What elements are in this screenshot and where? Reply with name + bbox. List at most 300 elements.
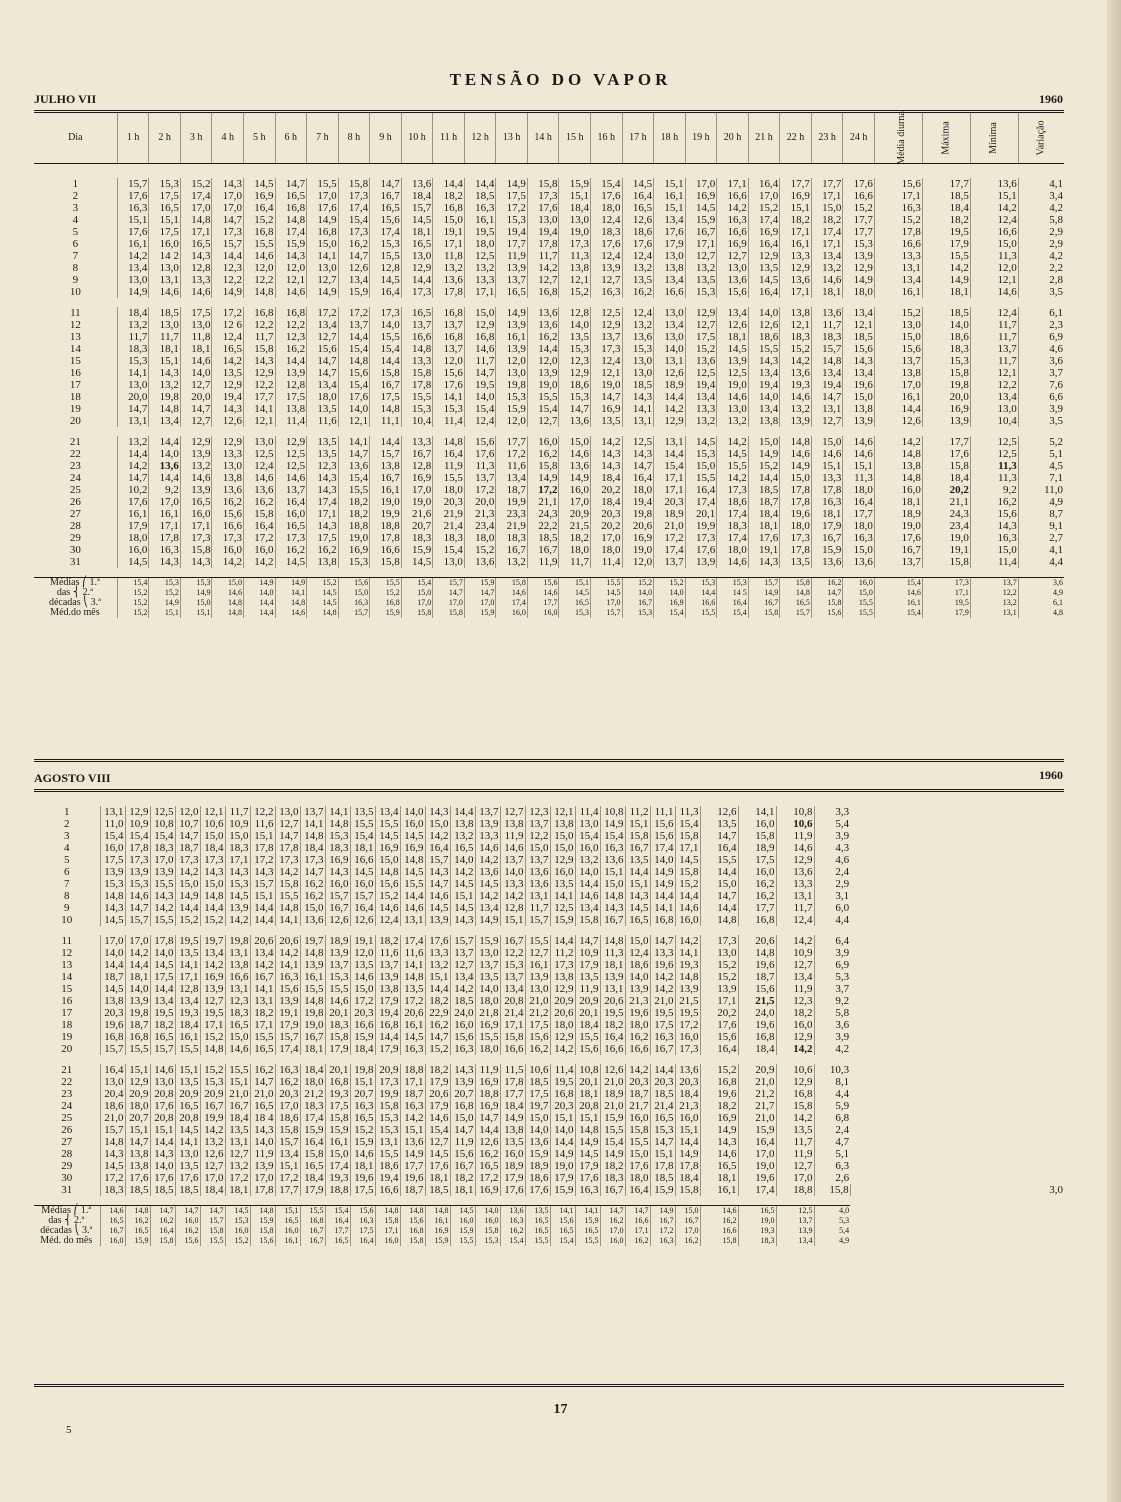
value-cell: 17,7 [922,178,970,190]
value-cell: 13,4 [843,367,875,379]
value-cell: 13,0 [575,818,600,830]
value-cell: 19,9 [375,1088,400,1100]
value-cell: 13,0 [525,983,550,995]
value-cell: 15,1 [780,202,812,214]
value-cell: 14,5 [401,214,433,226]
value-cell: 16,6 [350,854,375,866]
table-row [34,520,1064,532]
value-cell: 16,7 [250,971,275,983]
value-cell: 15,2 [200,1031,225,1043]
value-cell: 17,7 [780,178,812,190]
value-cell: 12,7 [450,959,475,971]
value-cell: 16,8 [650,914,675,926]
value-cell: 21,0 [250,1088,275,1100]
value-cell: 17,5 [685,331,717,343]
value-cell: 13,7 [654,556,686,568]
value-cell: 16,4 [600,1031,625,1043]
value-cell: 14,2 [500,890,525,902]
value-cell: 9,2 [814,995,850,1007]
value-cell: 12,4 [464,415,496,427]
value-cell: 10,9 [776,947,814,959]
value-cell: 18,4 [559,202,591,214]
value-cell: 15,6 [370,214,402,226]
value-cell: 13,0 [212,460,244,472]
value-cell: 16,1 [874,391,922,403]
value-cell: 15,1 [350,1076,375,1088]
value-cell: 3,0 [850,1184,1064,1196]
page-number: 17 [553,1402,568,1417]
value-cell: 17,0 [591,532,623,544]
value-cell: 21,0 [738,1112,776,1124]
value-cell: 20,9 [200,1088,225,1100]
value-cell: 15,0 [433,214,465,226]
table-row [34,556,1064,568]
year-label-july: 1960 [1039,92,1063,106]
header-hour: 11 h [433,113,465,164]
value-cell: 14,8 [300,995,325,1007]
value-cell: 18,4 [675,1172,700,1184]
means-cell: 15,9 [464,578,496,589]
value-cell: 13,1 [225,947,250,959]
value-cell: 14,8 [874,448,922,460]
value-cell: 18,4 [922,202,970,214]
value-cell: 19,1 [275,1007,300,1019]
value-cell: 17,9 [300,1184,325,1196]
value-cell: 12,9 [212,379,244,391]
means-cell: 5,3 [814,1216,850,1226]
value-cell: 22,2 [527,520,559,532]
day-cell: 31 [69,555,81,568]
value-cell: 13,5 [212,367,244,379]
value-cell: 16,0 [776,1019,814,1031]
value-cell: 16,6 [654,286,686,298]
value-cell: 14,9 [500,1112,525,1124]
value-cell: 14,0 [125,983,150,995]
value-cell: 14,6 [275,286,307,298]
value-cell: 13,5 [685,274,717,286]
value-cell: 17,6 [700,1019,738,1031]
value-cell: 17,1 [464,286,496,298]
value-cell: 18,1 [300,1043,325,1055]
value-cell: 16,4 [738,1136,776,1148]
value-cell: 20,1 [575,1076,600,1088]
value-cell: 13,7 [433,343,465,355]
value-cell: 16,9 [325,854,350,866]
value-cell: 14,3 [625,890,650,902]
value-cell: 14,6 [811,274,843,286]
value-cell: 13,8 [370,460,402,472]
value-cell: 18,0 [433,484,465,496]
value-cell: 17,9 [550,1172,575,1184]
value-cell: 15,0 [625,1148,650,1160]
value-cell: 18,4 [401,190,433,202]
value-cell: 13,4 [475,902,500,914]
value-cell: 18,9 [738,842,776,854]
value-cell: 13,2 [450,830,475,842]
value-cell: 20,6 [622,520,654,532]
value-cell: 14,8 [100,890,125,902]
header-hour: 16 h [591,113,623,164]
value-cell: 14,7 [212,214,244,226]
value-cell: 14,2 [250,959,275,971]
value-cell: 12,0 [622,556,654,568]
value-cell: 12,8 [500,902,525,914]
value-cell: 14,8 [300,947,325,959]
value-cell: 16,5 [496,286,528,298]
value-cell: 15,3 [149,178,181,190]
value-cell: 14,5 [100,1160,125,1172]
value-cell: 15,0 [375,854,400,866]
value-cell: 13,3 [401,355,433,367]
value-cell: 13,1 [654,436,686,448]
value-cell: 17,8 [811,484,843,496]
value-cell: 15,8 [922,367,970,379]
value-cell: 13,4 [654,319,686,331]
value-cell: 15,7 [125,914,150,926]
value-cell: 18,3 [325,1019,350,1031]
value-cell: 17,5 [650,1019,675,1031]
value-cell: 13,0 [275,806,300,818]
day-cell: 22 [61,1075,73,1088]
value-cell: 17,3 [370,307,402,319]
value-cell: 14,2 [650,971,675,983]
value-cell: 3,6 [1018,355,1064,367]
value-cell: 19,4 [375,1172,400,1184]
value-cell: 18,3 [300,1100,325,1112]
value-cell: 14,3 [225,866,250,878]
means-cell: 15,3 [475,1236,500,1246]
means-cell: 17,7 [325,1226,350,1236]
value-cell: 17,5 [307,532,339,544]
value-cell: 13,5 [475,971,500,983]
means-cell: 15,6 [338,578,370,589]
value-cell: 17,8 [675,1160,700,1172]
value-cell: 14,7 [700,890,738,902]
value-cell: 14,4 [370,355,402,367]
value-cell: 12,0 [243,262,275,274]
value-cell: 16,8 [275,202,307,214]
value-cell: 16,0 [675,1112,700,1124]
header-day: Dia [34,113,117,164]
value-cell: 15,3 [338,556,370,568]
value-cell: 16,5 [275,190,307,202]
value-cell: 19,6 [738,1172,776,1184]
value-cell: 15,5 [375,1148,400,1160]
value-cell: 16,6 [500,1043,525,1055]
value-cell: 13,8 [450,818,475,830]
value-cell: 13,3 [464,274,496,286]
value-cell: 12,6 [350,914,375,926]
header-hour: 12 h [464,113,496,164]
means-cell: 15,7 [433,578,465,589]
header-hour: 22 h [780,113,812,164]
value-cell: 18,6 [559,379,591,391]
value-cell: 14,3 [275,250,307,262]
value-cell: 17,0 [100,935,125,947]
value-cell: 20,9 [125,1088,150,1100]
value-cell: 17,3 [212,532,244,544]
value-cell: 17,2 [496,202,528,214]
value-cell: 15,2 [748,202,780,214]
value-cell: 14,0 [550,1124,575,1136]
value-cell: 18,3 [496,532,528,544]
value-cell: 13,6 [970,178,1018,190]
value-cell: 17,1 [874,190,922,202]
means-cell: 15,8 [375,1216,400,1226]
value-cell: 13,6 [400,1136,425,1148]
value-cell: 14,9 [307,214,339,226]
value-cell: 20,6 [250,935,275,947]
means-cell: 13,2 [970,598,1018,608]
day-cell: 28 [61,1147,73,1160]
value-cell: 13,4 [776,971,814,983]
means-cell: 15,2 [117,588,149,598]
value-cell: 17,0 [200,1172,225,1184]
value-cell: 18,2 [600,1019,625,1031]
value-cell: 15,4 [338,343,370,355]
value-cell: 16,5 [150,1031,175,1043]
means-cell: 15,8 [150,1236,175,1246]
value-cell: 17,1 [780,286,812,298]
value-cell: 12,9 [401,262,433,274]
value-cell: 4,4 [814,914,850,926]
value-cell: 13,6 [527,319,559,331]
means-cell: 14,0 [622,588,654,598]
value-cell: 15,6 [307,343,339,355]
value-cell: 18,3 [922,343,970,355]
means-cell: 16,5 [525,1226,550,1236]
value-cell: 14,6 [717,556,749,568]
value-cell: 18,4 [591,496,623,508]
value-cell: 15,1 [175,1064,200,1076]
value-cell: 17,9 [425,1100,450,1112]
table-row [34,544,1064,556]
value-cell: 15,0 [464,307,496,319]
value-cell: 16,2 [250,1064,275,1076]
value-cell: 18,2 [559,532,591,544]
value-cell: 12,4 [243,460,275,472]
value-cell: 17,2 [100,1172,125,1184]
value-cell: 12,7 [776,959,814,971]
value-cell: 18,2 [338,508,370,520]
value-cell: 16,7 [225,1100,250,1112]
value-cell: 20,7 [125,1112,150,1124]
value-cell: 15,0 [350,983,375,995]
value-cell: 14,5 [275,556,307,568]
value-cell: 17,3 [125,854,150,866]
means-cell: 14,8 [780,588,812,598]
value-cell: 15,0 [811,202,843,214]
value-cell: 17,8 [780,544,812,556]
value-cell: 18,5 [622,379,654,391]
value-cell: 18,1 [450,1184,475,1196]
value-cell: 18,5 [525,1076,550,1088]
value-cell: 11,3 [559,250,591,262]
value-cell: 18,4 [200,842,225,854]
value-cell: 18,1 [874,496,922,508]
value-cell: 16,8 [243,226,275,238]
value-cell: 18,4 [575,1019,600,1031]
value-cell: 18,3 [225,842,250,854]
value-cell: 15,3 [325,830,350,842]
value-cell: 20,1 [325,1007,350,1019]
value-cell: 24,0 [738,1007,776,1019]
value-cell: 13,9 [717,355,749,367]
table-row [34,971,1064,983]
table-row [34,935,1064,947]
value-cell: 14,3 [450,1064,475,1076]
value-cell: 15,5 [175,1043,200,1055]
day-cell: 8 [72,261,79,274]
value-cell: 2,9 [814,878,850,890]
value-cell: 14,4 [675,890,700,902]
value-cell: 14,4 [700,866,738,878]
value-cell: 17,4 [748,214,780,226]
means-label: décadas ⎝ 3.ª [48,597,101,608]
value-cell: 12,0 [275,262,307,274]
value-cell: 16,2 [475,1148,500,1160]
means-cell: 16,6 [625,1216,650,1226]
means-cell: 16,5 [125,1226,150,1236]
value-cell: 14,3 [307,484,339,496]
value-cell: 13,5 [780,556,812,568]
value-cell: 15,0 [843,544,875,556]
means-cell: 14,5 [450,1206,475,1217]
value-cell: 16,9 [200,971,225,983]
value-cell: 14,5 [375,830,400,842]
value-cell: 19,0 [717,379,749,391]
value-cell: 19,4 [748,379,780,391]
value-cell: 19,1 [350,935,375,947]
value-cell: 14,5 [225,890,250,902]
value-cell: 11,0 [1018,484,1064,496]
value-cell: 17,1 [400,1076,425,1088]
value-cell: 13,8 [212,472,244,484]
value-cell: 13,3 [811,472,843,484]
means-cell: 16,4 [150,1226,175,1236]
value-cell: 13,4 [748,403,780,415]
value-cell: 12,4 [776,914,814,926]
value-cell: 14,5 [625,902,650,914]
value-cell: 13,0 [475,947,500,959]
table-row [34,1019,1064,1031]
value-cell: 12,7 [180,415,212,427]
value-cell: 18,2 [700,1100,738,1112]
value-cell: 11,3 [970,250,1018,262]
value-cell: 5,1 [1018,448,1064,460]
value-cell: 14,3 [591,460,623,472]
value-cell: 16,6 [370,544,402,556]
value-cell: 14,8 [275,214,307,226]
value-cell: 15,1 [625,818,650,830]
value-cell: 16,1 [780,238,812,250]
value-cell: 13,8 [275,403,307,415]
value-cell: 16,4 [748,178,780,190]
value-cell: 13,8 [375,983,400,995]
table-row [34,1064,1064,1076]
value-cell: 13,1 [874,262,922,274]
table-row [34,190,1064,202]
value-cell: 17,1 [654,472,686,484]
value-cell: 11,7 [527,250,559,262]
value-cell: 21,1 [527,496,559,508]
value-cell: 21,1 [922,496,970,508]
value-cell: 11,6 [400,947,425,959]
value-cell: 14,4 [475,1124,500,1136]
day-cell: 4 [72,213,79,226]
value-cell: 14,6 [811,448,843,460]
value-cell: 15,4 [338,214,370,226]
value-cell: 12,7 [527,274,559,286]
value-cell: 15,5 [700,854,738,866]
value-cell: 13,5 [622,274,654,286]
value-cell: 13,4 [970,391,1018,403]
value-cell: 20,0 [922,391,970,403]
value-cell: 18,4 [922,472,970,484]
value-cell: 14,6 [180,472,212,484]
value-cell: 12,6 [325,914,350,926]
value-cell: 16,9 [475,1100,500,1112]
value-cell: 15,5 [600,1124,625,1136]
means-cell: 14,9 [275,578,307,589]
value-cell: 14,5 [425,902,450,914]
value-cell: 16,8 [307,226,339,238]
means-cell: 15,9 [425,1236,450,1246]
value-cell: 14,7 [307,355,339,367]
value-cell: 17,3 [700,935,738,947]
means-cell: 16,0 [275,1226,300,1236]
value-cell: 14,0 [338,403,370,415]
means-cell: 17,7 [527,598,559,608]
day-cell: 5 [64,853,70,866]
value-cell: 19,6 [100,1019,125,1031]
means-cell: 15,5 [200,1236,225,1246]
value-cell: 15,6 [738,983,776,995]
value-cell: 18,1 [922,286,970,298]
means-cell: 4,8 [1018,608,1064,618]
means-cell: 16,2 [150,1216,175,1226]
value-cell: 20,8 [500,995,525,1007]
value-cell: 19,6 [738,1019,776,1031]
value-cell: 14,6 [225,1043,250,1055]
value-cell: 17,0 [150,854,175,866]
value-cell: 15,3 [401,403,433,415]
value-cell: 15,5 [150,878,175,890]
value-cell: 15,0 [525,842,550,854]
value-cell: 17,6 [591,190,623,202]
means-row [34,1206,1064,1217]
value-cell: 17,6 [433,379,465,391]
value-cell: 3,7 [1018,367,1064,379]
value-cell: 15,8 [300,1148,325,1160]
means-cell: 14,8 [212,608,244,618]
means-cell: 15,5 [575,1236,600,1246]
value-cell: 14,2 [650,983,675,995]
value-cell: 15,8 [922,460,970,472]
value-cell: 11,9 [776,983,814,995]
value-cell: 17,6 [575,1172,600,1184]
value-cell: 20,9 [559,508,591,520]
value-cell: 19,0 [874,520,922,532]
value-cell: 15,1 [150,1124,175,1136]
value-cell: 19,8 [149,391,181,403]
value-cell: 10,7 [175,818,200,830]
value-cell: 17,1 [654,484,686,496]
value-cell: 16,2 [338,238,370,250]
value-cell: 10,8 [575,1064,600,1076]
value-cell: 14,3 [243,355,275,367]
value-cell: 15,3 [685,286,717,298]
